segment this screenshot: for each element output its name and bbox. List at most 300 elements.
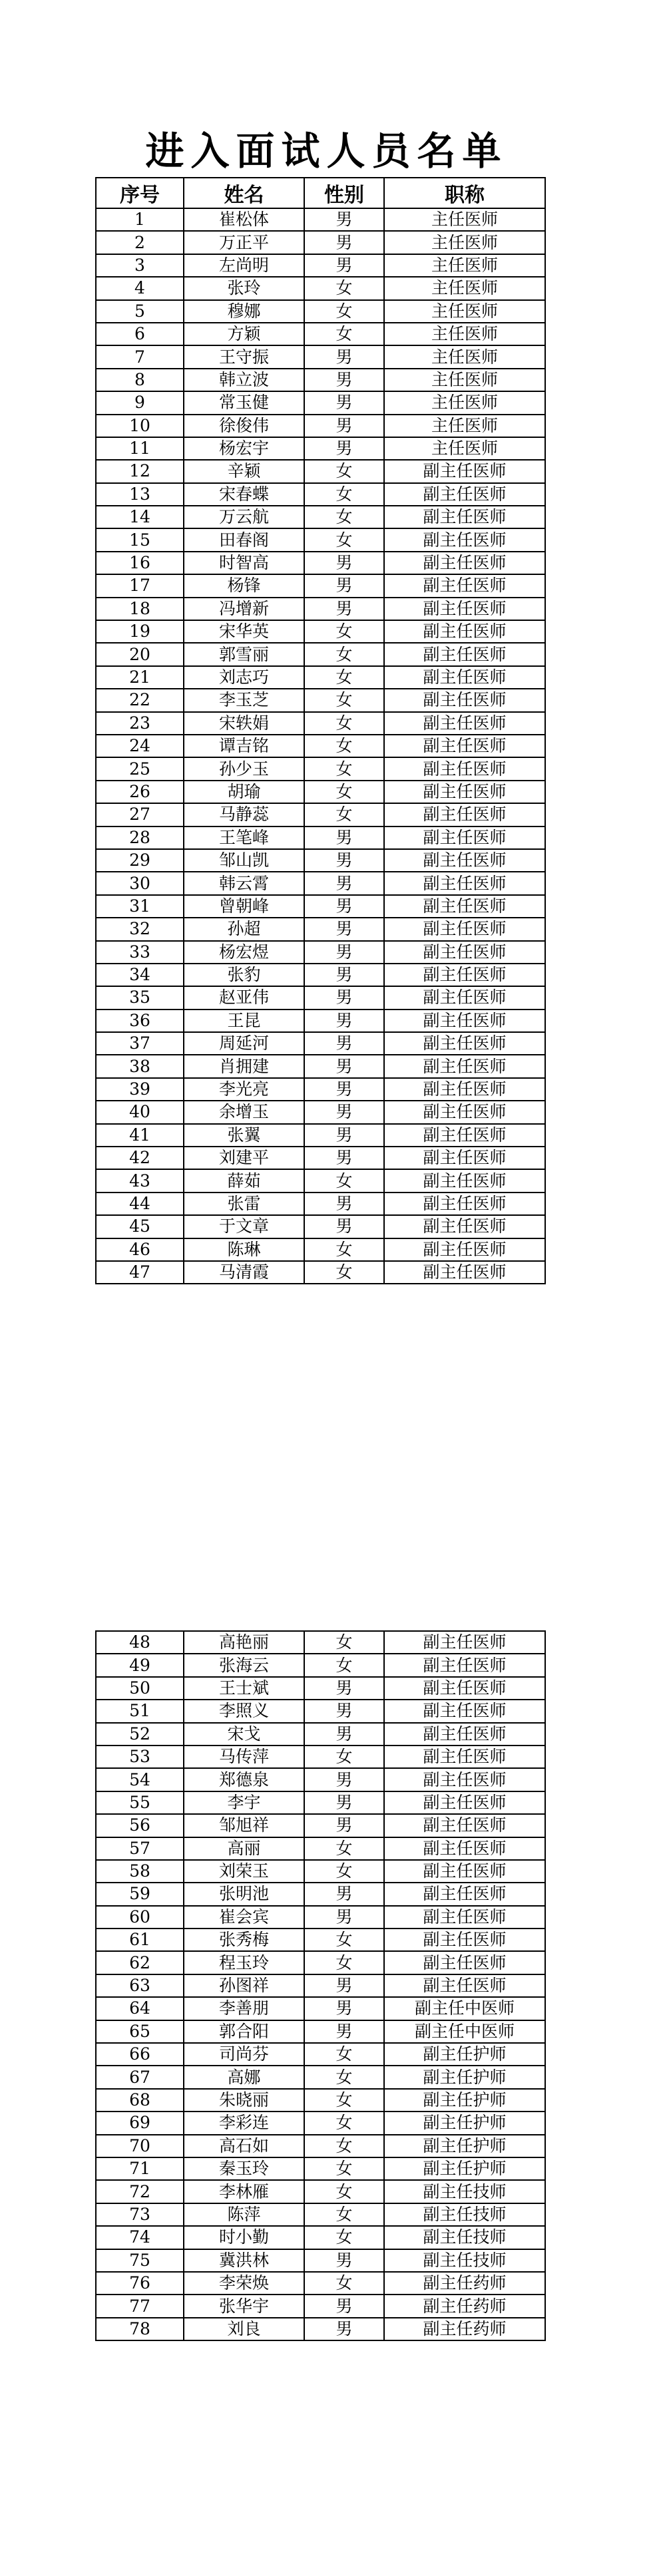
header-row	[96, 178, 545, 208]
cell-gender: 女	[304, 1929, 384, 1951]
cell-index: 14	[96, 506, 184, 528]
cell-name: 王笔峰	[184, 827, 304, 849]
cell-name: 薛茹	[184, 1169, 304, 1192]
cell-gender: 男	[304, 552, 384, 574]
cell-title: 副主任医师	[384, 1768, 545, 1791]
cell-name: 余增玉	[184, 1101, 304, 1123]
cell-title: 副主任医师	[384, 1951, 545, 1974]
cell-index: 51	[96, 1700, 184, 1722]
table-row	[96, 827, 545, 849]
cell-title: 副主任医师	[384, 1746, 545, 1768]
cell-name: 郭合阳	[184, 2020, 304, 2043]
cell-gender: 男	[304, 1215, 384, 1238]
cell-name: 辛颖	[184, 460, 304, 482]
cell-gender: 男	[304, 1791, 384, 1814]
cell-index: 63	[96, 1974, 184, 1997]
cell-gender: 男	[304, 918, 384, 940]
cell-name: 左尚明	[184, 254, 304, 277]
cell-gender: 女	[304, 1238, 384, 1261]
cell-gender: 男	[304, 1101, 384, 1123]
cell-title: 副主任医师	[384, 483, 545, 506]
cell-gender: 男	[304, 1723, 384, 1746]
cell-title: 副主任护师	[384, 2112, 545, 2134]
cell-title: 副主任医师	[384, 666, 545, 689]
cell-name: 万云航	[184, 506, 304, 528]
table-row	[96, 1677, 545, 1700]
table-row	[96, 391, 545, 414]
cell-title: 副主任医师	[384, 574, 545, 597]
cell-gender: 男	[304, 849, 384, 872]
cell-index: 53	[96, 1746, 184, 1768]
cell-title: 副主任医师	[384, 1010, 545, 1032]
cell-index: 17	[96, 574, 184, 597]
cell-title: 副主任护师	[384, 2135, 545, 2157]
table-row	[96, 849, 545, 872]
header-gender: 性别	[304, 178, 384, 208]
cell-title: 副主任医师	[384, 1883, 545, 1905]
table-row	[96, 735, 545, 757]
table-row	[96, 1814, 545, 1837]
cell-gender: 女	[304, 2180, 384, 2203]
cell-gender: 男	[304, 1906, 384, 1929]
cell-name: 张秀梅	[184, 1929, 304, 1951]
cell-name: 张明池	[184, 1883, 304, 1905]
cell-gender: 男	[304, 2295, 384, 2317]
cell-name: 陈萍	[184, 2203, 304, 2226]
cell-gender: 男	[304, 941, 384, 964]
table-row	[96, 483, 545, 506]
cell-title: 副主任护师	[384, 2089, 545, 2112]
cell-name: 司尚芬	[184, 2043, 304, 2066]
table-row	[96, 2020, 545, 2043]
cell-index: 25	[96, 757, 184, 780]
cell-title: 副主任中医师	[384, 1997, 545, 2020]
cell-index: 7	[96, 345, 184, 368]
cell-gender: 女	[304, 620, 384, 643]
table-row	[96, 1215, 545, 1238]
cell-name: 崔会宾	[184, 1906, 304, 1929]
cell-name: 程玉玲	[184, 1951, 304, 1974]
cell-title: 副主任医师	[384, 1238, 545, 1261]
cell-name: 田春阁	[184, 528, 304, 551]
cell-gender: 男	[304, 895, 384, 918]
cell-name: 韩立波	[184, 369, 304, 391]
cell-index: 42	[96, 1147, 184, 1169]
cell-index: 3	[96, 254, 184, 277]
cell-name: 张雷	[184, 1193, 304, 1215]
cell-title: 副主任医师	[384, 1101, 545, 1123]
cell-name: 肖拥建	[184, 1055, 304, 1077]
cell-title: 副主任医师	[384, 1169, 545, 1192]
cell-name: 高娜	[184, 2066, 304, 2088]
cell-gender: 女	[304, 1860, 384, 1883]
cell-gender: 女	[304, 1951, 384, 1974]
table-row	[96, 1261, 545, 1284]
cell-index: 20	[96, 643, 184, 665]
table-row	[96, 918, 545, 940]
candidate-table-part-2	[95, 1630, 546, 2341]
cell-title: 主任医师	[384, 300, 545, 323]
cell-index: 55	[96, 1791, 184, 1814]
cell-index: 32	[96, 918, 184, 940]
cell-index: 58	[96, 1860, 184, 1883]
cell-gender: 女	[304, 300, 384, 323]
cell-title: 副主任医师	[384, 528, 545, 551]
cell-title: 副主任医师	[384, 1974, 545, 1997]
cell-index: 4	[96, 277, 184, 299]
header-name: 姓名	[184, 178, 304, 208]
cell-gender: 女	[304, 483, 384, 506]
cell-gender: 女	[304, 2135, 384, 2157]
cell-index: 71	[96, 2157, 184, 2180]
cell-index: 11	[96, 437, 184, 460]
cell-index: 52	[96, 1723, 184, 1746]
cell-title: 副主任医师	[384, 1677, 545, 1700]
cell-gender: 女	[304, 1261, 384, 1284]
cell-name: 时智高	[184, 552, 304, 574]
cell-name: 方颖	[184, 323, 304, 345]
cell-gender: 男	[304, 1032, 384, 1055]
table-row	[96, 1837, 545, 1860]
cell-gender: 女	[304, 781, 384, 803]
cell-gender: 女	[304, 2066, 384, 2088]
cell-gender: 男	[304, 391, 384, 414]
table-row	[96, 277, 545, 299]
table-row	[96, 369, 545, 391]
cell-gender: 女	[304, 1746, 384, 1768]
table-row	[96, 1974, 545, 1997]
table-row	[96, 415, 545, 437]
cell-gender: 男	[304, 598, 384, 620]
cell-index: 74	[96, 2226, 184, 2249]
cell-title: 主任医师	[384, 345, 545, 368]
cell-title: 副主任医师	[384, 1078, 545, 1101]
cell-title: 主任医师	[384, 437, 545, 460]
table-row	[96, 666, 545, 689]
cell-title: 副主任医师	[384, 941, 545, 964]
cell-index: 36	[96, 1010, 184, 1032]
table-row	[96, 2226, 545, 2249]
cell-gender: 男	[304, 369, 384, 391]
cell-name: 胡瑜	[184, 781, 304, 803]
cell-name: 韩云霄	[184, 872, 304, 894]
cell-title: 副主任技师	[384, 2203, 545, 2226]
cell-index: 73	[96, 2203, 184, 2226]
cell-index: 77	[96, 2295, 184, 2317]
cell-title: 副主任医师	[384, 849, 545, 872]
table-row	[96, 1768, 545, 1791]
table-row	[96, 1055, 545, 1077]
cell-index: 15	[96, 528, 184, 551]
cell-gender: 男	[304, 437, 384, 460]
cell-title: 副主任护师	[384, 2066, 545, 2088]
table-row	[96, 1032, 545, 1055]
cell-title: 副主任医师	[384, 643, 545, 665]
cell-index: 68	[96, 2089, 184, 2112]
cell-title: 副主任医师	[384, 895, 545, 918]
table-row	[96, 1147, 545, 1169]
table-row	[96, 2249, 545, 2272]
cell-title: 副主任护师	[384, 2157, 545, 2180]
cell-name: 刘志巧	[184, 666, 304, 689]
table-row	[96, 1238, 545, 1261]
cell-gender: 男	[304, 986, 384, 1009]
cell-index: 41	[96, 1124, 184, 1147]
table-row	[96, 1929, 545, 1951]
cell-gender: 男	[304, 574, 384, 597]
cell-name: 于文章	[184, 1215, 304, 1238]
table-row	[96, 872, 545, 894]
table-row	[96, 803, 545, 826]
cell-index: 72	[96, 2180, 184, 2203]
cell-name: 王守振	[184, 345, 304, 368]
cell-name: 杨宏煜	[184, 941, 304, 964]
cell-title: 副主任医师	[384, 620, 545, 643]
table-row	[96, 254, 545, 277]
cell-index: 75	[96, 2249, 184, 2272]
cell-gender: 男	[304, 415, 384, 437]
table-row	[96, 552, 545, 574]
cell-gender: 女	[304, 643, 384, 665]
cell-index: 54	[96, 1768, 184, 1791]
table-row	[96, 1193, 545, 1215]
table-row	[96, 231, 545, 254]
table-row	[96, 1124, 545, 1147]
cell-name: 高丽	[184, 1837, 304, 1860]
cell-gender: 女	[304, 803, 384, 826]
cell-name: 张豹	[184, 964, 304, 986]
cell-gender: 女	[304, 735, 384, 757]
cell-index: 34	[96, 964, 184, 986]
table-row	[96, 895, 545, 918]
cell-title: 副主任医师	[384, 1814, 545, 1837]
table-row	[96, 1997, 545, 2020]
cell-name: 宋春蝶	[184, 483, 304, 506]
cell-index: 24	[96, 735, 184, 757]
table-row	[96, 757, 545, 780]
cell-gender: 男	[304, 1883, 384, 1905]
cell-index: 12	[96, 460, 184, 482]
cell-index: 10	[96, 415, 184, 437]
cell-title: 副主任医师	[384, 1261, 545, 1284]
table-row	[96, 506, 545, 528]
cell-name: 马静蕊	[184, 803, 304, 826]
table-row	[96, 643, 545, 665]
table-row	[96, 1654, 545, 1676]
cell-index: 76	[96, 2272, 184, 2295]
page-title: 进入面试人员名单	[145, 128, 508, 174]
table-row	[96, 2135, 545, 2157]
cell-name: 张玲	[184, 277, 304, 299]
cell-gender: 女	[304, 2272, 384, 2295]
cell-gender: 女	[304, 757, 384, 780]
cell-title: 副主任医师	[384, 1929, 545, 1951]
cell-gender: 男	[304, 231, 384, 254]
cell-name: 谭吉铭	[184, 735, 304, 757]
cell-index: 22	[96, 689, 184, 711]
cell-gender: 男	[304, 964, 384, 986]
table-row	[96, 1101, 545, 1123]
cell-name: 赵亚伟	[184, 986, 304, 1009]
cell-name: 王士斌	[184, 1677, 304, 1700]
cell-gender: 男	[304, 1193, 384, 1215]
cell-name: 孙超	[184, 918, 304, 940]
cell-index: 61	[96, 1929, 184, 1951]
cell-index: 65	[96, 2020, 184, 2043]
cell-index: 33	[96, 941, 184, 964]
cell-index: 13	[96, 483, 184, 506]
cell-index: 26	[96, 781, 184, 803]
cell-name: 马清霞	[184, 1261, 304, 1284]
table-row	[96, 781, 545, 803]
cell-title: 副主任技师	[384, 2249, 545, 2272]
cell-index: 19	[96, 620, 184, 643]
cell-index: 57	[96, 1837, 184, 1860]
cell-name: 万正平	[184, 231, 304, 254]
table-row	[96, 2318, 545, 2340]
cell-title: 副主任药师	[384, 2272, 545, 2295]
table-row	[96, 2112, 545, 2134]
table-row	[96, 2157, 545, 2180]
cell-index: 43	[96, 1169, 184, 1192]
table-row	[96, 1723, 545, 1746]
cell-title: 副主任医师	[384, 918, 545, 940]
table-row	[96, 574, 545, 597]
cell-gender: 男	[304, 1124, 384, 1147]
cell-name: 陈琳	[184, 1238, 304, 1261]
cell-title: 副主任医师	[384, 1124, 545, 1147]
cell-gender: 女	[304, 2043, 384, 2066]
table-row	[96, 1631, 545, 1654]
table-row	[96, 345, 545, 368]
table-row	[96, 2272, 545, 2295]
cell-name: 张海云	[184, 1654, 304, 1676]
table-row	[96, 1860, 545, 1883]
cell-index: 66	[96, 2043, 184, 2066]
cell-title: 副主任医师	[384, 712, 545, 735]
cell-gender: 男	[304, 2318, 384, 2340]
table-row	[96, 300, 545, 323]
cell-index: 46	[96, 1238, 184, 1261]
cell-title: 副主任医师	[384, 781, 545, 803]
table-row	[96, 437, 545, 460]
cell-name: 郭雪丽	[184, 643, 304, 665]
cell-gender: 男	[304, 872, 384, 894]
table-row	[96, 1700, 545, 1722]
cell-gender: 男	[304, 2249, 384, 2272]
cell-name: 穆娜	[184, 300, 304, 323]
cell-title: 副主任医师	[384, 1193, 545, 1215]
cell-gender: 男	[304, 208, 384, 231]
table-row	[96, 2203, 545, 2226]
cell-index: 62	[96, 1951, 184, 1974]
cell-name: 宋轶娟	[184, 712, 304, 735]
cell-index: 18	[96, 598, 184, 620]
header-index: 序号	[96, 178, 184, 208]
cell-name: 高艳丽	[184, 1631, 304, 1654]
table-row	[96, 941, 545, 964]
table-row	[96, 1169, 545, 1192]
cell-title: 副主任医师	[384, 1032, 545, 1055]
cell-name: 张翼	[184, 1124, 304, 1147]
table-row	[96, 2066, 545, 2088]
table-row	[96, 1883, 545, 1905]
cell-name: 张华宇	[184, 2295, 304, 2317]
cell-gender: 女	[304, 2112, 384, 2134]
cell-title: 副主任医师	[384, 757, 545, 780]
table-row	[96, 964, 545, 986]
cell-index: 30	[96, 872, 184, 894]
cell-title: 副主任医师	[384, 803, 545, 826]
cell-title: 副主任医师	[384, 1791, 545, 1814]
cell-index: 56	[96, 1814, 184, 1837]
table-row	[96, 620, 545, 643]
cell-name: 孙图祥	[184, 1974, 304, 1997]
cell-index: 78	[96, 2318, 184, 2340]
cell-name: 刘良	[184, 2318, 304, 2340]
table-row	[96, 528, 545, 551]
cell-gender: 男	[304, 345, 384, 368]
cell-gender: 女	[304, 2089, 384, 2112]
table-row	[96, 2295, 545, 2317]
cell-name: 常玉健	[184, 391, 304, 414]
cell-name: 杨宏宇	[184, 437, 304, 460]
cell-gender: 女	[304, 528, 384, 551]
cell-name: 刘建平	[184, 1147, 304, 1169]
cell-name: 刘荣玉	[184, 1860, 304, 1883]
cell-title: 副主任技师	[384, 2180, 545, 2203]
cell-name: 李林雁	[184, 2180, 304, 2203]
cell-title: 副主任医师	[384, 986, 545, 1009]
cell-gender: 男	[304, 2020, 384, 2043]
cell-index: 64	[96, 1997, 184, 2020]
cell-gender: 男	[304, 1974, 384, 1997]
cell-gender: 女	[304, 460, 384, 482]
cell-gender: 男	[304, 1078, 384, 1101]
cell-name: 周延河	[184, 1032, 304, 1055]
cell-title: 副主任医师	[384, 1906, 545, 1929]
cell-name: 朱晓丽	[184, 2089, 304, 2112]
cell-gender: 男	[304, 1147, 384, 1169]
cell-title: 副主任医师	[384, 872, 545, 894]
cell-title: 副主任医师	[384, 460, 545, 482]
cell-index: 48	[96, 1631, 184, 1654]
table-row	[96, 1906, 545, 1929]
cell-index: 28	[96, 827, 184, 849]
cell-index: 50	[96, 1677, 184, 1700]
cell-title: 副主任药师	[384, 2318, 545, 2340]
cell-gender: 女	[304, 1169, 384, 1192]
cell-title: 副主任医师	[384, 1654, 545, 1676]
cell-name: 宋华英	[184, 620, 304, 643]
cell-name: 李宇	[184, 1791, 304, 1814]
cell-title: 主任医师	[384, 391, 545, 414]
cell-index: 8	[96, 369, 184, 391]
cell-index: 35	[96, 986, 184, 1009]
cell-name: 高石如	[184, 2135, 304, 2157]
cell-gender: 男	[304, 1814, 384, 1837]
cell-title: 副主任医师	[384, 827, 545, 849]
table-row	[96, 1951, 545, 1974]
cell-name: 李光亮	[184, 1078, 304, 1101]
cell-index: 44	[96, 1193, 184, 1215]
cell-index: 39	[96, 1078, 184, 1101]
cell-title: 副主任护师	[384, 2043, 545, 2066]
cell-name: 徐俊伟	[184, 415, 304, 437]
cell-name: 时小勤	[184, 2226, 304, 2249]
cell-gender: 女	[304, 666, 384, 689]
cell-index: 59	[96, 1883, 184, 1905]
